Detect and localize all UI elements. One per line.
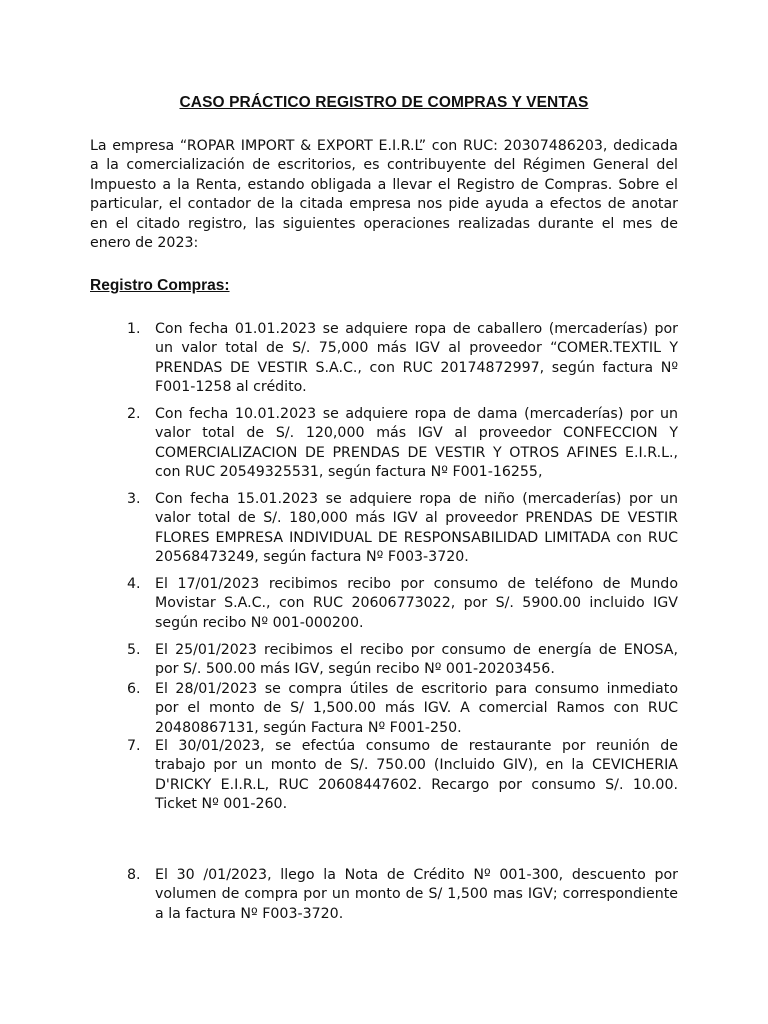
list-item-text: Con fecha 15.01.2023 se adquiere ropa de niño (mercaderías) por un valor total de S/. 180,000 más IGV al proveedor PRENDAS DE VESTIR FLORES EMPRESA INDIVIDUAL DE RESPONSABILIDAD LIMITADA con RUC 20568473249, según factura Nº F003-3720. xyxy=(155,491,678,566)
list-item xyxy=(127,866,678,924)
list-item-number: 8. xyxy=(127,867,141,883)
list-item-number: 7. xyxy=(127,738,141,754)
list-item xyxy=(127,490,678,568)
list-item-number: 4. xyxy=(127,576,141,592)
list-item-text: El 30 /01/2023, llego la Nota de Crédito Nº 001-300, descuento por volumen de compra por un monto de S/ 1,500 mas IGV; correspondiente a la factura Nº F003-3720. xyxy=(155,867,678,922)
list-item-number: 1. xyxy=(127,321,141,337)
list-item xyxy=(127,680,678,738)
document-title: CASO PRÁCTICO REGISTRO DE COMPRAS Y VENTAS xyxy=(179,94,589,111)
list-item-text: El 28/01/2023 se compra útiles de escritorio para consumo inmediato por el monto de S/ 1,500.00 más IGV. A comercial Ramos con RUC 20480867131, según Factura Nº F001-250. xyxy=(155,681,678,736)
list-item-text: El 25/01/2023 recibimos el recibo por consumo de energía de ENOSA, por S/. 500.00 más IGV, según recibo Nº 001-20203456. xyxy=(155,642,678,678)
intro-paragraph: La empresa “ROPAR IMPORT & EXPORT E.I.R.L” con RUC: 20307486203, dedicada a la comercialización de escritorios, es contribuyente del Régimen General del Impuesto a la Renta, estando obligada a llevar el Registro de Compras. Sobre el particular, el contador de la citada empresa nos pide ayuda a efectos de anotar en el citado registro, las siguientes operaciones realizadas durante el mes de enero de 2023: xyxy=(90,138,678,252)
list-item xyxy=(127,737,678,815)
list-item-number: 5. xyxy=(127,642,141,658)
list-item-text: Con fecha 10.01.2023 se adquiere ropa de dama (mercaderías) por un valor total de S/. 120,000 más IGV al proveedor CONFECCION Y COMERCIALIZACION DE PRENDAS DE VESTIR Y OTROS AFINES E.I.R.L., con RUC 20549325531, según factura Nº F001-16255, xyxy=(155,406,678,481)
list-item-text: El 30/01/2023, se efectúa consumo de restaurante por reunión de trabajo por un monto de S/. 750.00 (Incluido GIV), en la CEVICHERIA D'RICKY E.I.R.L, RUC 20608447602. Recargo por consumo S/. 10.00. Ticket Nº 001-260. xyxy=(155,738,678,813)
list-item-text: El 17/01/2023 recibimos recibo por consumo de teléfono de Mundo Movistar S.A.C., con RUC 20606773022, por S/. 5900.00 incluido IGV según recibo Nº 001-000200. xyxy=(155,576,678,631)
section-heading: Registro Compras: xyxy=(90,277,230,294)
list-item xyxy=(127,405,678,483)
list-item xyxy=(127,320,678,398)
list-item xyxy=(127,575,678,633)
list-item-number: 6. xyxy=(127,681,141,697)
list-item xyxy=(127,641,678,680)
list-item-number: 3. xyxy=(127,491,141,507)
list-item-text: Con fecha 01.01.2023 se adquiere ropa de caballero (mercaderías) por un valor total de S/. 75,000 más IGV al proveedor “COMER.TEXTIL Y PRENDAS DE VESTIR S.A.C., con RUC 20174872997, según factura Nº F001-1258 al crédito. xyxy=(155,321,678,396)
list-item-number: 2. xyxy=(127,406,141,422)
